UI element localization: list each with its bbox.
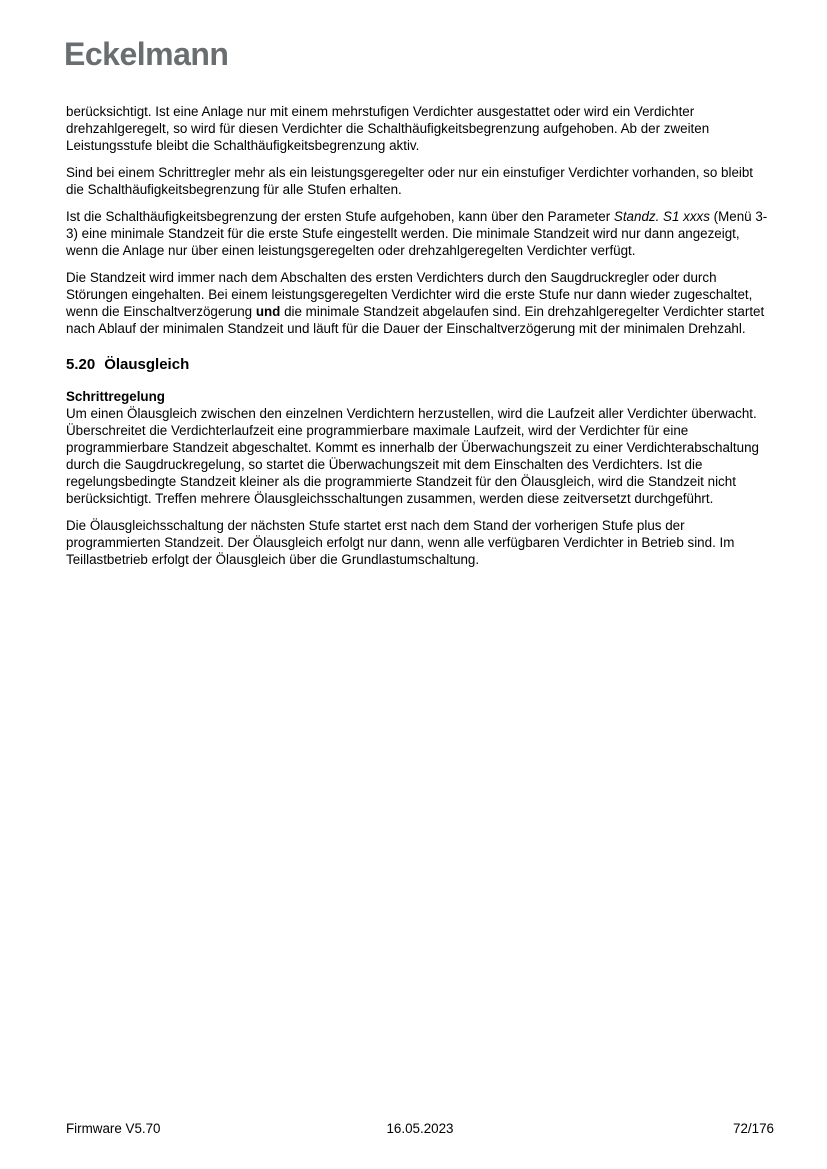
sub-heading: Schrittregelung bbox=[66, 389, 165, 404]
section-heading bbox=[66, 355, 774, 374]
eckelmann-logo: Eckelmann bbox=[64, 36, 229, 72]
paragraph-5: Um einen Ölausgleich zwischen den einzelnen Verdichtern herzustellen, wird die Laufzeit aller Verdichter überwacht. Überschreitet die Verdichterlaufzeit eine programmierbare maximale Laufzeit, wird der Verdichter für eine programmierbare Standzeit abgeschaltet. Kommt es innerhalb der Überwachungszeit zu einer Verdichterabschaltung durch die Saugdruckregelung, so startet die Überwachungszeit mit dem Einschalten des Verdichters. Ist die regelungsbedingte Standzeit kleiner als die programmierte Standzeit für den Ölausgleich, wird die Standzeit nicht berücksichtigt. Treffen mehrere Ölausgleichsschaltungen zusammen, werden diese zeitversetzt durchgeführt. bbox=[66, 406, 759, 506]
footer-date: 16.05.2023 bbox=[386, 1121, 454, 1136]
footer-page-number: 72/176 bbox=[733, 1121, 774, 1136]
page-content bbox=[66, 103, 774, 578]
page-footer bbox=[66, 1120, 774, 1137]
paragraph-6: Die Ölausgleichsschaltung der nächsten Stufe startet erst nach dem Stand der vorherigen Stufe plus der programmierten Standzeit. Der Ölausgleich erfolgt nur dann, wenn alle verfügbaren Verdichter in Betrieb sind. Im Teillastbetrieb erfolgt der Ölausgleich über die Grundlastumschaltung. bbox=[66, 518, 735, 567]
paragraph-3: Ist die Schalthäufigkeitsbegrenzung der ersten Stufe aufgehoben, kann über den Parameter Standz. S1 xxxs (Menü 3-3) eine minimale Standzeit für die erste Stufe eingestellt werden. Die minimale Standzeit wird nur dann angezeigt, wenn die Anlage nur über einen leistungsgeregelten oder drehzahlgeregelten Verdichter verfügt. bbox=[66, 209, 768, 258]
section-number: 5.20 bbox=[66, 356, 96, 373]
paragraph-4: Die Standzeit wird immer nach dem Abschalten des ersten Verdichters durch den Saugdruckregler oder durch Störungen eingehalten. Bei einem leistungsgeregelten Verdichter wird die erste Stufe nur dann wieder zugeschaltet, wenn die Einschaltverzögerung und die minimale Standzeit abgelaufen sind. Ein drehzahlgeregelter Verdichter startet nach Ablauf der minimalen Standzeit und läuft für die Dauer der Einschaltverzögerung mit der minimalen Drehzahl. bbox=[66, 270, 765, 336]
paragraph-1: berücksichtigt. Ist eine Anlage nur mit einem mehrstufigen Verdichter ausgestattet oder wird ein Verdichter drehzahlgeregelt, so wird für diesen Verdichter die Schalthäufigkeitsbegrenzung aufgehoben. Ab der zweiten Leistungsstufe bleibt die Schalthäufigkeitsbegrenzung aktiv. bbox=[66, 104, 710, 153]
section-title: Ölausgleich bbox=[104, 356, 190, 373]
paragraph-2: Sind bei einem Schrittregler mehr als ein leistungsgeregelter oder nur ein einstufiger Verdichter vorhanden, so bleibt die Schalthäufigkeitsbegrenzung für alle Stufen erhalten. bbox=[66, 165, 754, 197]
footer-firmware-version: Firmware V5.70 bbox=[66, 1121, 161, 1136]
